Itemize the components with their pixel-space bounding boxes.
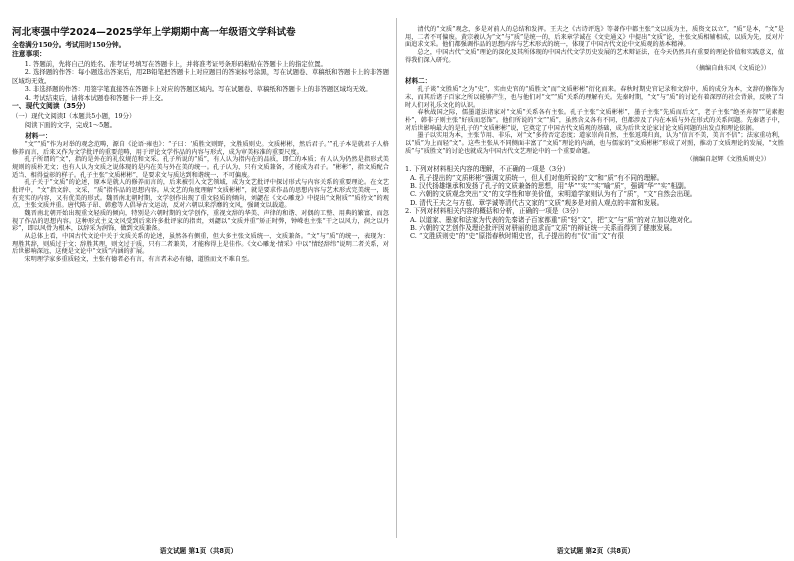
- page-right: [397, 0, 794, 561]
- source-citation: （摘编自曲东风《文质论》）: [692, 65, 770, 73]
- paragraph: 墨子以实用为本，主张节用、非乐，对“文”多持否定态度；道家崇尚自然，主张返璞归真，认为“信言不美，美言不信”；法家重功利，以“质”为上而轻“文”。这些主张从不同侧面丰富了“文质”理论的内涵，也与儒家的“文质彬彬”形成了对照，推动了文质理论的发展，“文胜质”与“质胜文”的讨论也就成为中国古代文艺理论中的一个重要命题。: [405, 132, 784, 155]
- notice-item: 2. 选择题的作答：每小题选出答案后，用2B铅笔把答题卡上对应题目的答案标号涂黑，写在试题卷、草稿纸和答题卡上的非答题区域均无效。: [12, 68, 389, 85]
- question-option: D. 清代王夫之与方苞、章学诚等清代古文家的“文质”观多是对前人观点的丰富和发展。: [410, 198, 664, 207]
- exam-title: 河北枣强中学2024—2025学年上学期期中高一年级语文学科试卷: [12, 27, 296, 38]
- instruction: 阅读下面的文字，完成1～5题。: [24, 120, 117, 129]
- question-option: C. “文胜质则史”的“史”原指春秋时期史官，孔子提出的有“仪”而“文”有很: [410, 232, 624, 241]
- source-citation: （摘编自赵辉《文胜质则史》）: [686, 156, 770, 164]
- material-label: 材料二：: [405, 77, 432, 86]
- notice-item: 1. 答题前，先将自己的姓名、准考证号填写在答题卡上，并将准考证号条形码粘贴在答题卡上的指定位置。: [24, 59, 327, 68]
- paragraph: “文”“质”作为对举的观念范畴，源自《论语·雍也》：“子曰：‘质胜文则野，文胜质则史。文质彬彬，然后君子。’”孔子本是就君子人格修养而言，后来又作为文学批评的重要范畴，用于评论文学作品的内容与形式，成为审美标准的重要尺度。: [12, 141, 389, 156]
- material-label: 材料一：: [25, 132, 52, 141]
- paragraph: 春秋战国之际，儒墨道法诸家对“文质”关系各有主张。孔子主张“文质彬彬”，墨子主张“先质而后文”，老子主张“绝圣弃智”“见素抱朴”，韩非子则主张“好质而恶饰”。他们所说的“文”“质”，虽然含义各有不同，但都涉及了内在本质与外在形式的关系问题。先秦诸子中，对后世影响最大的是孔子的“文质彬彬”说，它奠定了中国古代文质观的基础，成为后世文论家讨论文质问题的出发点和理论依据。: [405, 109, 784, 132]
- notice-heading: 注意事项：: [12, 50, 46, 58]
- subsection-heading: （一）现代文阅读Ⅰ（本题共5小题，19分）: [12, 111, 136, 120]
- paragraph: 孔子所谓的“文”，指的是外在的礼仪规范和文采。孔子所说的“质”，有人认为指内在的品质，即仁的本质；有人认为仍然是指形式美规则的质朴无文；也有人认为文质之说体现的是内在美与外在美的统一。孔子认为，只有文质兼备，才能成为君子。“彬彬”，指文质配合适当、相得益彰的样子。孔子主张“文质彬彬”，是要求文与质达到和谐统一，不可偏废。: [12, 156, 389, 179]
- exam-meta: 全卷满分150分。考试用时150分钟。: [12, 41, 126, 49]
- question-stem: 2. 下列对材料相关内容的概括和分析，正确的一项是（3分）: [405, 207, 583, 216]
- question-option: B. 六朝的文艺创作及理论批评因对骈丽的追求而“文质”的辩证统一关系而得到了健康发展。: [410, 224, 677, 233]
- section-heading: 一、现代文阅读（35分）: [12, 102, 90, 111]
- paragraph: 孔子关于“文质”的论述，原本是就人的修养而言的，后来被引入文艺领域，成为文艺批评中探讨形式与内容关系的重要理论。在文艺批评中，“文”指文辞、文采，“质”指作品的思想内容。从文艺的角度理解“文质彬彬”，就是要求作品的思想内容与艺术形式完美统一，既有充实的内容，又有优美的形式。魏晋南北朝时期，文学创作出现了重文轻质的倾向，刘勰在《文心雕龙》中提出“文附质”“质待文”的观点，主张文质并重。唐代陈子昂、韩愈等人倡导古文运动，反对六朝以来浮靡的文风，强调文以载道。: [12, 179, 389, 210]
- notice-item: 3. 非选择题的作答：用签字笔直接答在答题卡上对应的答题区域内。写在试题卷、草稿纸和答题卡上的非答题区域均无效。: [24, 85, 372, 94]
- paragraph: 宋明理学家多重质轻文，主张有德者必有言，有言者未必有德，道胜而文不难自至。: [24, 256, 254, 263]
- paragraph: 清代的“文质”观念，多是对前人的总结和发挥。王夫之《古诗评选》等著作中都主张“文以质为主，质资文以立”，“质”是本，“文”是用，二者不可偏废。黄宗羲认为“文”与“质”是统一的，后来章学诚在《文史通义》中提出“文质”论，主张文质相辅相成，以质为先，反对片面追求文采。他们都强调作品的思想内容与艺术形式的统一，体现了中国古代文论中文质观的基本精神。: [405, 26, 784, 49]
- page-footer: 语文试题 第1页（共8页）: [159, 547, 238, 555]
- paragraph: 从总体上看，中国古代文论中关于文质关系的论述，虽然各有侧重，但大多主张文质统一、文质兼备。“文”与“质”的统一，表现为：理胜其辞，则质过于文；辞胜其理，则文过于质，只有二者兼美，才能称得上是佳作。《文心雕龙·情采》中以“情经辞纬”说明二者关系，对后世影响深远，这便是文论中“文质”内涵的扩展。: [12, 233, 389, 256]
- paragraph: 孔子谈“文胜质”之为“史”，实由史官的“质胜文”而“文质彬彬”衍化而来。春秋时期史官记录和文辞中，质的成分为本，文辞的修饰为末，而其后诸子百家之所以能够产生，也与他们对“文”“质”关系的理解有关。先秦时期，“文”与“质”的讨论有着深厚的社会背景，反映了当时人们对礼乐文化的认识。: [405, 86, 784, 109]
- question-option: A. 以道家、墨家和法家为代表的先秦诸子百家都重“质”轻“文”，把“文”与“质”的对立加以绝对化。: [410, 215, 697, 224]
- notice-item: 4. 考试结束后，请将本试题卷和答题卡一并上交。: [24, 93, 168, 102]
- paragraph: 总之，中国古代“文质”理论的深化及其所体现的中国古代文学历史发展的艺术辩证法，在今天仍然具有重要的理论价值和实践意义，值得我们深入研究。: [405, 48, 784, 64]
- paragraph: 魏晋南北朝开始出现重文轻质的倾向，特别是六朝时期的文学创作，重视文辞的华美、声律的和谐、对偶的工整、用典的繁富，而忽视了作品的思想内容。这种形式主义文风受到后来许多批评家的指责，刘勰以“文质并重”矫正时弊，钟嵘也主张“干之以风力，润之以丹彩”，即以风骨为根本，以辞采为润饰，做到文质兼备。: [12, 210, 389, 233]
- page-footer: 语文试题 第2页（共8页）: [556, 547, 635, 555]
- question-option: B. 汉代扬雄继承和发扬了孔子的文质兼备的思想，用“华”“实”“实”喻“质”，强调“华”“实”相副。: [410, 182, 691, 190]
- question-stem: 1. 下列对材料相关内容的理解，不正确的一项是（3分）: [405, 165, 570, 174]
- question-option: A. 孔子提出的“文质彬彬”强调文质统一，但人们对他所说的“文”和“质”有不同的理解。: [410, 173, 664, 182]
- question-option: C. 六朝的文质观念突出“文”的文学性和审美价值，宋明道学家则认为有了“质”，“文”自然会出现。: [410, 190, 697, 199]
